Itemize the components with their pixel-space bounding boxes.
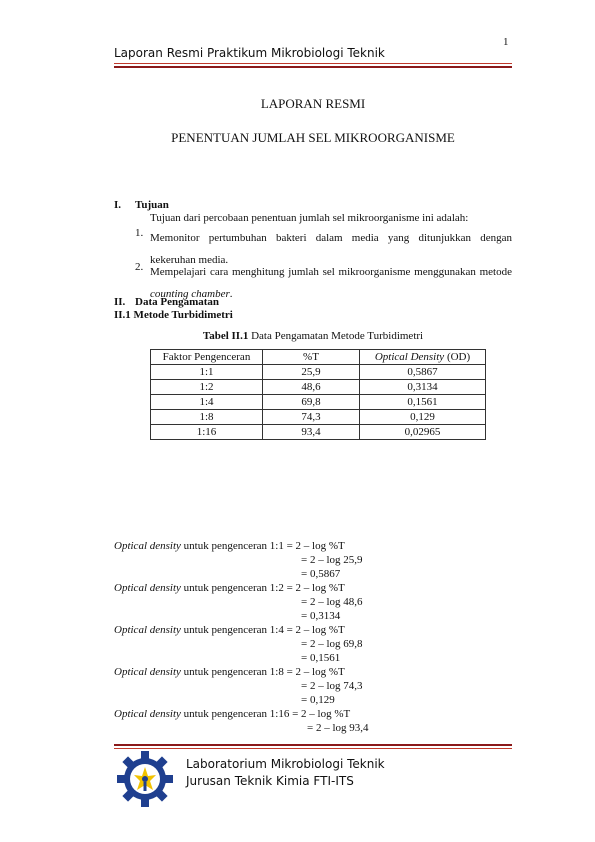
header-rule-thick	[114, 66, 512, 68]
section2-number: II.	[114, 296, 126, 308]
its-logo	[116, 750, 174, 808]
list-item-number: 2.	[135, 261, 144, 273]
calc-label: Optical density untuk pengenceran 1:8 = 2 – log %T	[114, 666, 345, 678]
table-cell: 0,5867	[360, 365, 486, 380]
table-header-cell: Faktor Pengenceran	[151, 350, 263, 365]
table-cell: 0,3134	[360, 380, 486, 395]
calc-line: = 2 – log 69,8	[301, 638, 363, 650]
table-header-cell: Optical Density (OD)	[360, 350, 486, 365]
calc-line: = 0,3134	[301, 610, 341, 622]
table-cell: 1:4	[151, 395, 263, 410]
calc-label: Optical density untuk pengenceran 1:16 = 2 – log %T	[114, 708, 351, 720]
table-row	[151, 410, 486, 425]
table-cell: 25,9	[263, 365, 360, 380]
list-item-text: Mempelajari cara menghitung jumlah sel mikroorganisme menggunakan metode counting chamber.	[150, 266, 512, 300]
table-cell: 0,02965	[360, 425, 486, 440]
calc-label: Optical density untuk pengenceran 1:4 = 2 – log %T	[114, 624, 345, 636]
calc-line: = 0,1561	[301, 652, 341, 664]
table-header-cell: %T	[263, 350, 360, 365]
section1-heading: Tujuan	[135, 199, 169, 211]
section1-intro: Tujuan dari percobaan penentuan jumlah sel mikroorganisme ini adalah:	[150, 212, 469, 224]
table-row	[151, 365, 486, 380]
table-cell: 93,4	[263, 425, 360, 440]
section2-subheading: II.1 Metode Turbidimetri	[114, 309, 233, 321]
table-caption: Tabel II.1 Data Pengamatan Metode Turbidimetri	[202, 330, 424, 342]
list-item-number: 1.	[135, 227, 144, 239]
table-cell: 0,129	[360, 410, 486, 425]
table-row	[151, 395, 486, 410]
data-table	[150, 349, 486, 440]
table-cell: 48,6	[263, 380, 360, 395]
gear-emblem-icon	[116, 750, 174, 808]
table-row	[151, 425, 486, 440]
footer-rule-thick	[114, 744, 512, 746]
table-cell: 1:8	[151, 410, 263, 425]
calc-line: = 0,129	[301, 694, 335, 706]
calc-line: = 2 – log 74,3	[301, 680, 363, 692]
header-rule-thin	[114, 63, 512, 64]
document-title: LAPORAN RESMI	[260, 96, 366, 111]
table-cell: 74,3	[263, 410, 360, 425]
list-item-text: Memonitor pertumbuhan bakteri dalam media yang ditunjukkan dengan kekeruhan media.	[150, 232, 512, 266]
calc-line: = 2 – log 93,4	[307, 722, 369, 734]
table-cell: 1:16	[151, 425, 263, 440]
table-cell: 0,1561	[360, 395, 486, 410]
table-row	[151, 380, 486, 395]
footer-rule-thin	[114, 748, 512, 749]
document-subtitle: PENENTUAN JUMLAH SEL MIKROORGANISME	[171, 130, 455, 145]
page-number: 1	[503, 36, 509, 48]
section2-heading: Data Pengamatan	[135, 296, 220, 308]
header-title: Laporan Resmi Praktikum Mikrobiologi Teknik	[114, 46, 385, 60]
table-cell: 69,8	[263, 395, 360, 410]
calc-line: = 0,5867	[301, 568, 341, 580]
footer-department: Jurusan Teknik Kimia FTI-ITS	[186, 774, 354, 788]
calc-label: Optical density untuk pengenceran 1:1 = 2 – log %T	[114, 540, 345, 552]
section1-number: I.	[114, 199, 122, 211]
table-header-row	[151, 350, 486, 365]
calc-line: = 2 – log 48,6	[301, 596, 363, 608]
table-cell: 1:1	[151, 365, 263, 380]
calc-label: Optical density untuk pengenceran 1:2 = 2 – log %T	[114, 582, 345, 594]
footer-lab-name: Laboratorium Mikrobiologi Teknik	[186, 757, 385, 771]
table-cell: 1:2	[151, 380, 263, 395]
calc-line: = 2 – log 25,9	[301, 554, 363, 566]
